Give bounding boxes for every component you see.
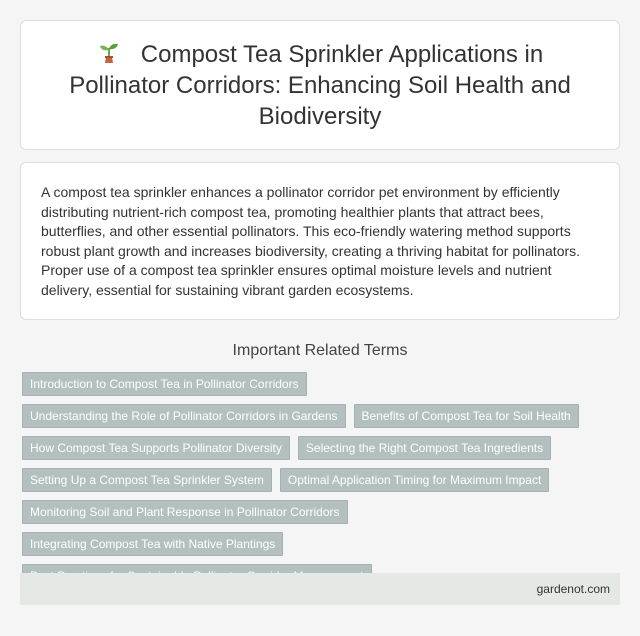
summary-card <box>20 162 620 320</box>
page-title <box>45 39 595 132</box>
related-term-tag[interactable]: Setting Up a Compost Tea Sprinkler System <box>22 468 272 492</box>
related-term-tag[interactable]: Integrating Compost Tea with Native Plantings <box>22 532 283 556</box>
footer <box>20 573 620 605</box>
summary-text: A compost tea sprinkler enhances a pollinator corridor pet environment by efficiently distributing nutrient-rich compost tea, promoting healthier plants that attract bees, butterflies, and other essential pollinators. This eco-friendly watering method supports robust plant growth and increases biodiversity, creating a thriving habitat for pollinators. Proper use of a compost tea sprinkler ensures optimal moisture levels and nutrient delivery, essential for sustaining vibrant garden ecosystems. <box>41 184 581 298</box>
related-term-tag[interactable]: How Compost Tea Supports Pollinator Diversity <box>22 436 290 460</box>
related-term-tag[interactable]: Monitoring Soil and Plant Response in Pollinator Corridors <box>22 500 348 524</box>
footer-site-link[interactable]: gardenot.com <box>536 582 610 596</box>
related-term-tag[interactable]: Selecting the Right Compost Tea Ingredients <box>298 436 551 460</box>
related-terms-heading: Important Related Terms <box>232 342 408 359</box>
title-card <box>20 20 620 150</box>
related-term-tag[interactable]: Optimal Application Timing for Maximum Impact <box>280 468 549 492</box>
related-term-tag[interactable]: Understanding the Role of Pollinator Corridors in Gardens <box>22 404 346 428</box>
related-terms-list <box>20 372 620 596</box>
sprout-icon <box>97 42 121 64</box>
related-term-tag[interactable]: Benefits of Compost Tea for Soil Health <box>354 404 579 428</box>
title-text: Compost Tea Sprinkler Applications in Pollinator Corridors: Enhancing Soil Health and Biodiversity <box>69 40 571 130</box>
related-term-tag[interactable]: Introduction to Compost Tea in Pollinator Corridors <box>22 372 307 396</box>
